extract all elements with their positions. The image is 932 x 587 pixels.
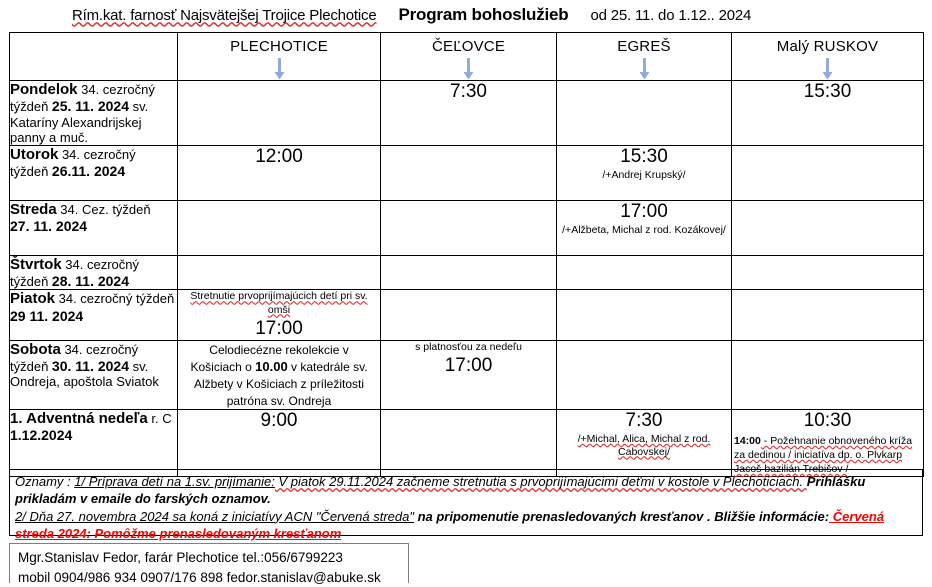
arrow-down-icon — [557, 58, 731, 80]
parish-name: Rím.kat. farnosť Najsvätejšej Trojice Plechotice — [72, 6, 377, 24]
service-time: 17:00 — [444, 354, 493, 376]
day-cell-monday — [10, 81, 178, 146]
day-description: 34. Cez. týždeň — [56, 201, 151, 217]
day-name: Sobota — [10, 340, 61, 358]
day-date: 29 11. 2024 — [10, 307, 84, 324]
contact-line-2: mobil 0904/986 934 0907/176 898 fedor.stanislav@abuke.sk — [18, 569, 381, 585]
event-text-pre: Celodiecézne rekolekcie v Košiciach o — [190, 342, 349, 375]
event-description — [178, 341, 380, 410]
day-cell-thursday — [10, 255, 178, 290]
service-time: 17:00 — [255, 317, 303, 339]
cell-egres-friday — [557, 290, 732, 340]
service-time: 15:30 — [620, 145, 668, 167]
service-time: 7:30 — [625, 410, 663, 432]
service-intention: /+Alžbeta, Michal z rod. Kozákovej/ — [562, 223, 726, 236]
table-row — [10, 410, 924, 477]
cell-plechotice-saturday — [178, 340, 381, 410]
column-header-celovce — [381, 33, 557, 81]
date-range: od 25. 11. do 1.12.. 2024 — [590, 6, 752, 24]
announcement-2-bold: Bližšie informácie: — [714, 508, 830, 524]
cell-egres-saturday — [557, 340, 732, 410]
day-date: 28. 11. 2024 — [51, 273, 129, 290]
cell-plechotice-wednesday — [178, 200, 381, 255]
extra-note-text: - Požehnanie obnoveného kríža za dedinou / iniciatíva dp. o. Plvkarp Jacoš bazilián Trebišov / — [734, 434, 913, 476]
column-label: ČEĽOVCE — [431, 38, 506, 55]
cell-egres-tuesday — [557, 145, 732, 200]
column-header-egres — [557, 33, 732, 81]
table-header-row — [10, 33, 924, 81]
day-name: Štvrtok — [10, 255, 62, 273]
announcements-box — [9, 469, 923, 541]
day-date: 25. 11. 2024 — [51, 98, 129, 115]
service-note: s platnosťou za nedeľu — [415, 340, 522, 353]
cell-maly-ruskov-thursday — [732, 255, 924, 290]
day-cell-friday — [10, 290, 178, 340]
announcement-1-bold: Prihlášku prikladám v emaile do farských oznamov. — [15, 474, 866, 507]
day-name: Utorok — [10, 145, 59, 163]
column-header-maly-ruskov — [732, 33, 924, 81]
cell-plechotice-sunday — [178, 410, 381, 477]
cell-plechotice-thursday — [178, 255, 381, 290]
day-description: 34. cezročný týždeň — [10, 341, 139, 374]
cell-maly-ruskov-friday — [732, 290, 924, 340]
service-time: 10:30 — [803, 410, 852, 432]
arrow-down-icon — [178, 58, 380, 80]
day-date: 26.11. 2024 — [51, 163, 126, 180]
page-title: Program bohoslužieb — [398, 5, 569, 24]
contact-line-1: Mgr.Stanislav Fedor, farár Plechotice tel.:056/6799223 — [18, 550, 343, 565]
day-feast: sv. Kataríny Alexandrijskej panny a muč. — [10, 99, 149, 145]
cell-egres-sunday — [557, 410, 732, 477]
extra-note-time: 14:00 — [734, 434, 761, 447]
announcement-2-heading: 2/ Dňa 27. novembra 2024 sa koná z iniciatívy ACN "Červená streda" — [15, 508, 414, 524]
table-row — [10, 145, 924, 200]
announcement-2-text: na pripomenutie prenasledovaných kresťanov . — [413, 508, 715, 524]
table-row — [10, 200, 924, 255]
announcement-2-link[interactable]: Červená streda 2024: Pomôžme prenasledovaným kresťanom — [15, 508, 885, 541]
table-row — [10, 255, 924, 290]
cell-plechotice-monday — [178, 81, 381, 146]
cell-plechotice-friday — [178, 290, 381, 340]
service-time: 7:30 — [450, 81, 487, 102]
day-date: 27. 11. 2024 — [10, 218, 88, 235]
service-time: 17:00 — [620, 200, 668, 222]
cell-celovce-sunday — [381, 410, 557, 477]
day-cell-saturday — [10, 340, 178, 410]
table-row — [10, 340, 924, 410]
service-note: Stretnutie prvoprijímajúcich detí pri sv. omši — [190, 290, 368, 316]
arrow-down-icon — [381, 58, 556, 80]
cell-maly-ruskov-saturday — [732, 340, 924, 410]
day-description: 34. cezročný týždeň — [10, 82, 155, 115]
announcement-1-text: V piatok 29.11.2024 začneme stretnutia s prvoprijímajúcimi deťmi v kostole v Plechoticiach. — [274, 474, 807, 489]
day-date: 1.12.2024 — [10, 427, 73, 444]
column-header-day — [10, 33, 178, 81]
service-time: 9:00 — [260, 410, 298, 432]
day-name: 1. Adventná nedeľa — [10, 410, 148, 428]
day-name: Piatok — [10, 290, 56, 308]
day-description: 34. cezročný týždeň — [55, 291, 175, 307]
column-header-plechotice — [178, 33, 381, 81]
event-text-post: v katedrále sv. Alžbety v Košiciach z príležitosti patróna sv. Ondreja — [193, 360, 368, 408]
cell-maly-ruskov-tuesday — [732, 145, 924, 200]
cell-celovce-thursday — [381, 255, 557, 290]
service-time: 15:30 — [803, 81, 852, 102]
table-row — [10, 290, 924, 340]
schedule-table — [9, 32, 924, 477]
service-time: 12:00 — [255, 145, 303, 167]
column-label: PLECHOTICE — [230, 38, 328, 55]
day-name: Streda — [10, 200, 57, 218]
day-description: r. C — [147, 411, 172, 427]
page-header — [0, 0, 932, 30]
day-feast: sv. Ondreja, apoštola Sviatok — [10, 358, 159, 390]
cell-maly-ruskov-wednesday — [732, 200, 924, 255]
cell-maly-ruskov-monday — [732, 81, 924, 146]
day-cell-wednesday — [10, 200, 178, 255]
day-name: Pondelok — [10, 81, 78, 98]
cell-celovce-saturday — [381, 340, 557, 410]
day-description: 34. cezročný týždeň — [10, 256, 140, 290]
cell-celovce-friday — [381, 290, 557, 340]
column-label: EGREŠ — [617, 38, 671, 55]
announcements-label: Oznamy : — [15, 474, 71, 489]
day-cell-sunday — [10, 410, 178, 477]
contact-footer — [9, 543, 409, 583]
cell-celovce-monday — [381, 81, 557, 146]
day-date: 30. 11. 2024 — [51, 357, 129, 374]
cell-celovce-tuesday — [381, 145, 557, 200]
cell-maly-ruskov-sunday — [732, 410, 924, 477]
announcement-1-heading: 1/ Príprava detí na 1.sv. prijímanie: — [74, 474, 275, 489]
service-intention: /+Andrej Krupský/ — [602, 168, 686, 181]
cell-egres-wednesday — [557, 200, 732, 255]
event-time: 10.00 — [255, 359, 288, 375]
day-cell-tuesday — [10, 145, 178, 200]
cell-egres-thursday — [557, 255, 732, 290]
day-description: 34. cezročný týždeň — [10, 146, 136, 180]
table-row — [10, 81, 924, 146]
column-label: Malý RUSKOV — [776, 38, 879, 55]
cell-celovce-wednesday — [381, 200, 557, 255]
service-intention: /+Michal, Alica, Michal z rod. Cabovskej/ — [577, 432, 711, 458]
arrow-down-icon — [732, 58, 923, 80]
cell-plechotice-tuesday — [178, 145, 381, 200]
cell-egres-monday — [557, 81, 732, 146]
